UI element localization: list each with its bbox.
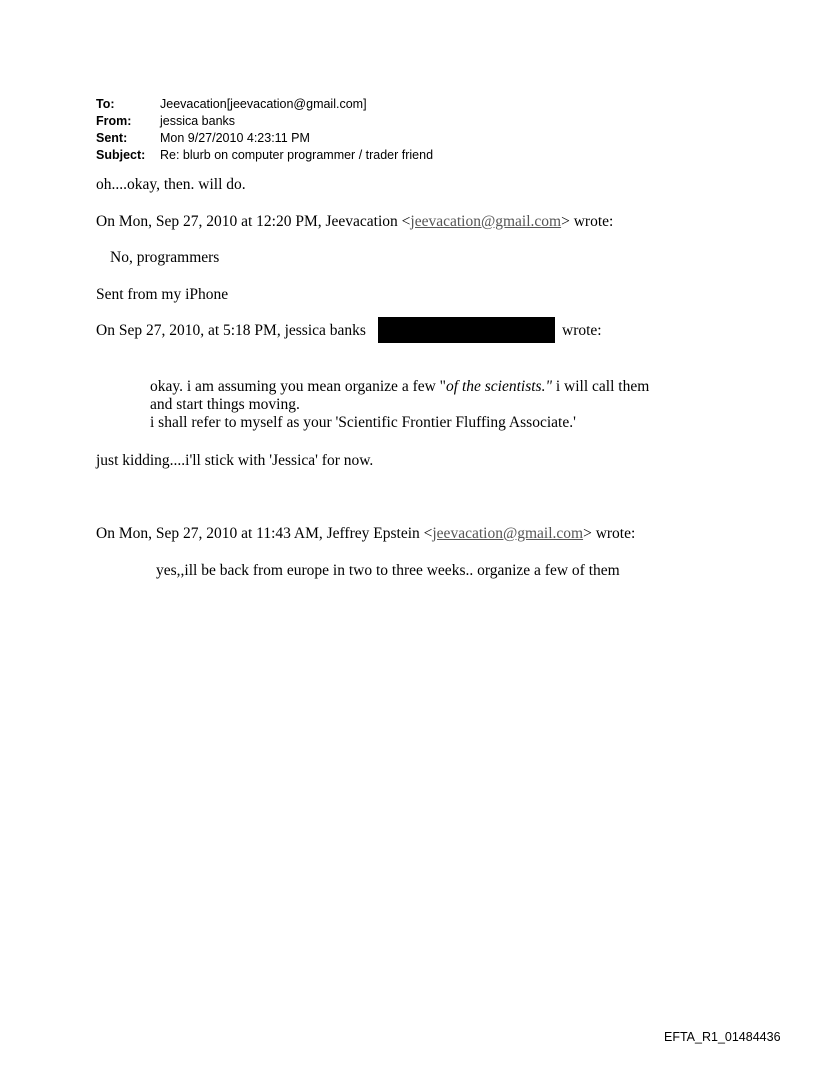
quote3-intro-post: > wrote: (583, 525, 636, 542)
sent-value: Mon 9/27/2010 4:23:11 PM (160, 131, 310, 145)
redaction-block (378, 317, 555, 343)
quote1-email-link[interactable]: jeevacation@gmail.com (410, 213, 562, 230)
from-label: From: (96, 114, 132, 128)
quote1-intro-post: > wrote: (561, 213, 614, 230)
quote1-text: No, programmers (110, 249, 220, 266)
header-sent-row (96, 130, 433, 147)
quote2-intro-pre: On Sep 27, 2010, at 5:18 PM, jessica banks (96, 322, 366, 339)
sent-label: Sent: (96, 131, 128, 145)
subject-label: Subject: (96, 148, 146, 162)
quote2-line1 (150, 377, 649, 396)
quote3-text: yes,,ill be back from europe in two to three weeks.. organize a few of them (156, 562, 620, 579)
quote2-line1-pre: okay. i am assuming you mean organize a few " (150, 378, 447, 395)
quote2-line2: and start things moving. (150, 396, 300, 413)
quote2-line3: i shall refer to myself as your 'Scientific Frontier Fluffing Associate.' (150, 414, 576, 431)
quote2-line4: just kidding....i'll stick with 'Jessica' for now. (96, 452, 374, 469)
header-to-row (96, 96, 433, 113)
quote2-line1-italic: of the scientists." (446, 378, 552, 395)
quote1-intro-pre: On Mon, Sep 27, 2010 at 12:20 PM, Jeevacation < (96, 213, 411, 230)
to-label: To: (96, 97, 115, 111)
bates-number: EFTA_R1_01484436 (664, 1030, 781, 1044)
header-from-row (96, 113, 433, 130)
from-value: jessica banks (160, 114, 236, 128)
quote3-intro-pre: On Mon, Sep 27, 2010 at 11:43 AM, Jeffrey Epstein < (96, 525, 433, 542)
to-value: Jeevacation[jeevacation@gmail.com] (160, 97, 367, 111)
quote1-intro (96, 212, 613, 231)
quote2-intro-post: wrote: (562, 322, 602, 339)
subject-value: Re: blurb on computer programmer / trader friend (160, 148, 434, 162)
email-header (96, 96, 433, 164)
quote2-line1-post: i will call them (551, 378, 650, 395)
quote3-intro (96, 524, 635, 543)
reply-line: oh....okay, then. will do. (96, 176, 246, 193)
quote3-email-link[interactable]: jeevacation@gmail.com (432, 525, 584, 542)
header-subject-row (96, 147, 433, 164)
quote1-signature: Sent from my iPhone (96, 286, 229, 303)
